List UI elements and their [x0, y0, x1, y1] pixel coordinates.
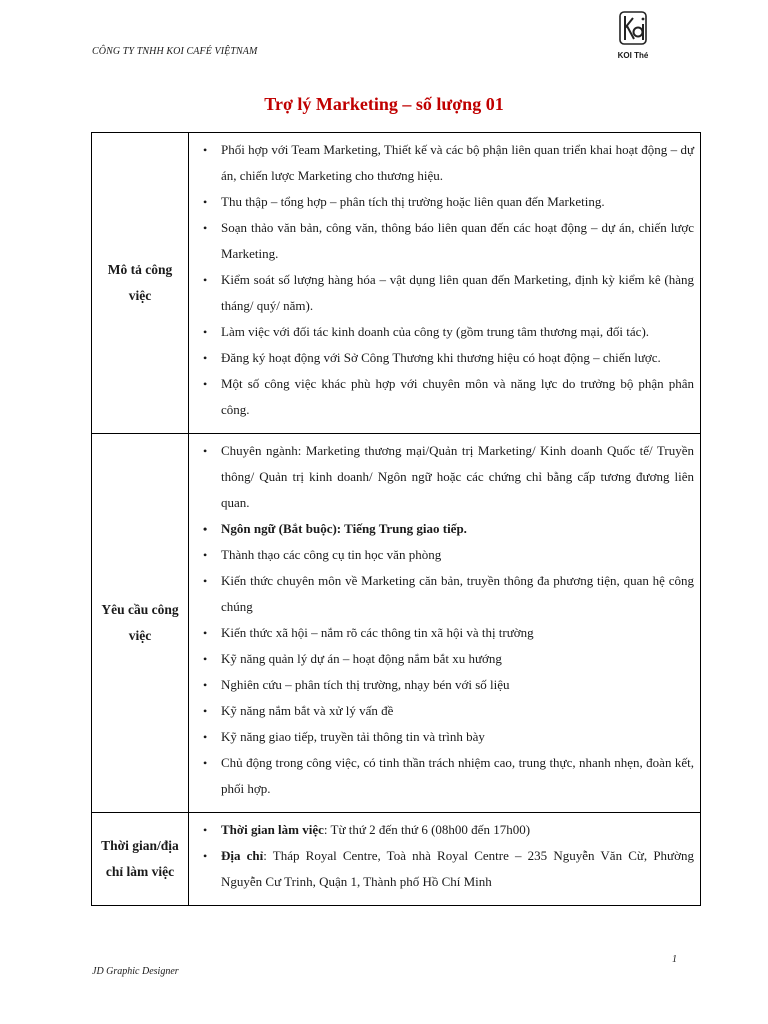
list-item: • Soạn thảo văn bản, công văn, thông báo liên quan đến các hoạt động – dự án, chiến lược Marketing.	[197, 215, 694, 267]
list-item: • Kiến thức chuyên môn về Marketing căn bản, truyền thông đa phương tiện, quan hệ công chúng	[197, 568, 694, 620]
list-item: • Kiểm soát số lượng hàng hóa – vật dụng liên quan đến Marketing, định kỳ kiểm kê (hàng tháng/ quý/ năm).	[197, 267, 694, 319]
section-content-thoi-gian	[189, 813, 701, 906]
footer-note: JD Graphic Designer	[92, 966, 179, 977]
company-name: CÔNG TY TNHH KOI CAFÉ VIỆTNAM	[92, 46, 258, 57]
section-label-yeu-cau: Yêu cầu công việc	[92, 434, 189, 813]
page-title: Trợ lý Marketing – số lượng 01	[264, 94, 504, 114]
section-content-mo-ta	[189, 133, 701, 434]
list-item: • Ngôn ngữ (Bắt buộc): Tiếng Trung giao tiếp.	[197, 516, 694, 542]
logo-text: KOI Thé	[617, 51, 649, 60]
working-time-value: : Từ thứ 2 đến thứ 6 (08h00 đến 17h00)	[323, 822, 531, 837]
list-item: • Thu thập – tổng hợp – phân tích thị trường hoặc liên quan đến Marketing.	[197, 189, 694, 215]
section-label-thoi-gian: Thời gian/địa chỉ làm việc	[92, 813, 189, 906]
list-item: • Phối hợp với Team Marketing, Thiết kế và các bộ phận liên quan triển khai hoạt động – dự án, chiến lược Marketing cho thương hiệu.	[197, 137, 694, 189]
list-item: • Thành thạo các công cụ tin học văn phòng	[197, 542, 694, 568]
list-item: • Kiến thức xã hội – nắm rõ các thông tin xã hội và thị trường	[197, 620, 694, 646]
working-time-label: Thời gian làm việc	[221, 822, 324, 837]
list-item-working-time	[197, 817, 694, 843]
table-row	[92, 434, 701, 813]
section-content-yeu-cau	[189, 434, 701, 813]
koi-logo-icon	[618, 10, 648, 50]
bullet-list	[197, 137, 694, 423]
bullet-list	[197, 817, 694, 895]
address-value: : Tháp Royal Centre, Toà nhà Royal Centre – 235 Nguyễn Văn Cừ, Phường Nguyễn Cư Trinh, Quận 1, Thành phố Hồ Chí Minh	[221, 848, 694, 889]
job-description-table	[91, 132, 701, 906]
table-row	[92, 133, 701, 434]
list-item: • Một số công việc khác phù hợp với chuyên môn và năng lực do trưởng bộ phận phân công.	[197, 371, 694, 423]
koi-logo	[608, 10, 658, 62]
list-item: • Kỹ năng nắm bắt và xử lý vấn đề	[197, 698, 694, 724]
section-label-mo-ta: Mô tả công việc	[92, 133, 189, 434]
list-item: • Kỹ năng quản lý dự án – hoạt động nắm bắt xu hướng	[197, 646, 694, 672]
list-item: • Chủ động trong công việc, có tinh thần trách nhiệm cao, trung thực, nhanh nhẹn, đoàn kết, phối hợp.	[197, 750, 694, 802]
list-item: • Chuyên ngành: Marketing thương mại/Quản trị Marketing/ Kinh doanh Quốc tế/ Truyền thông/ Quản trị kinh doanh/ Ngôn ngữ hoặc các chứng chỉ bằng cấp tương đương liên quan.	[197, 438, 694, 516]
page-number: 1	[672, 954, 677, 965]
list-item: • Nghiên cứu – phân tích thị trường, nhạy bén với số liệu	[197, 672, 694, 698]
bullet-list	[197, 438, 694, 802]
address-label: Địa chỉ	[221, 848, 264, 863]
list-item: • Đăng ký hoạt động với Sở Công Thương khi thương hiệu có hoạt động – chiến lược.	[197, 345, 694, 371]
list-item-address	[197, 843, 694, 895]
list-item: • Làm việc với đối tác kinh doanh của công ty (gồm trung tâm thương mại, đối tác).	[197, 319, 694, 345]
table-row	[92, 813, 701, 906]
list-item: • Kỹ năng giao tiếp, truyền tải thông tin và trình bày	[197, 724, 694, 750]
